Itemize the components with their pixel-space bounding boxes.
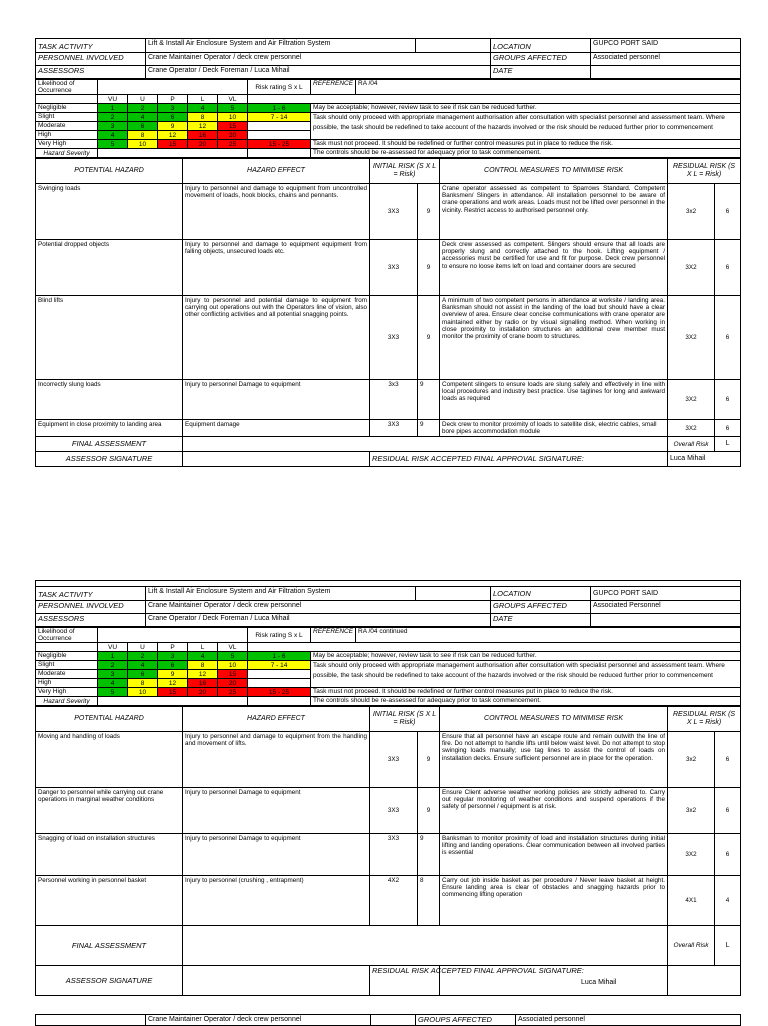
assessor-signature-field[interactable] (183, 452, 370, 467)
hazard-severity-label: Hazard Severity (36, 149, 98, 158)
hazard-cell: Snagging of load on installation structures (36, 834, 183, 876)
matrix-cell: 15 (158, 140, 188, 149)
matrix-cell: 10 (218, 113, 248, 122)
effect-cell: Injury to personnel and potential damage to equipment from carrying out operations out with the Operators line of vision, also other conflicting activities and all potential snagging points. (183, 296, 370, 380)
controls-cell: Ensure that all personnel have an escape route and remain outwith the line of fire. Do not attempt to handle lifts until below waist level. Do not attempt to stop swinging loads manually; use tag lines to assist the control of loads on installation decks. Ensure sufficient personnel are in place for the operation. (440, 732, 668, 788)
overall-risk-value: L (715, 926, 741, 966)
matrix-col-header: L (188, 95, 218, 104)
matrix-cell: 5 (98, 140, 128, 149)
hazard-cell: Potential dropped objects (36, 240, 183, 296)
personnel-involved-value: Crane Maintainer Operator / deck crew personnel (146, 53, 491, 66)
band-high-text: Task must not proceed. It should be redefined or further control measures put in place to reduce the risk. (311, 688, 741, 697)
reference-label: REFERENCE (311, 80, 356, 95)
matrix-cell: 10 (128, 688, 158, 697)
personnel-involved-value: Crane Maintainer Operator / deck crew personnel (146, 601, 491, 614)
matrix-col-header: P (158, 643, 188, 652)
band-high-text: Task must not proceed. It should be redefined or further control measures put in place to reduce the risk. (311, 140, 741, 149)
initial-risk-cell: 9 (418, 788, 440, 834)
initial-risk-header: INITIAL RISK (S X L = Risk) (370, 159, 440, 184)
residual-risk-cell: 6 (715, 296, 741, 380)
severity-row-label: Moderate (36, 670, 98, 679)
control-measures-header: CONTROL MEASURES TO MINIMISE RISK (440, 707, 668, 732)
initial-risk-cell: 8 (418, 876, 440, 926)
hazard-severity-label: Hazard Severity (36, 697, 98, 706)
controls-cell: A minimum of two competent persons in attendance at worksite / landing area. Banksman should not assist in the landing of the load but should have a clear overview of area. Ensure clear concise communications with crane operator are maintained either by radio or by visual signalling method. When working in close proximity to installation structures an additional crew member must monitor the proximity of crane boom to structures. (440, 296, 668, 380)
matrix-cell: 10 (128, 140, 158, 149)
band-low-text: May be acceptable; however, review task to see if risk can be reduced further. (311, 652, 741, 661)
residual-accepted-label: RESIDUAL RISK ACCEPTED FINAL APPROVAL SIGNATURE: (370, 966, 440, 996)
matrix-cell: 8 (188, 113, 218, 122)
residual-cell: 3x2 (668, 732, 715, 788)
likelihood-label: Likelihood of Occurrence (36, 628, 98, 643)
final-assessment-label: FINAL ASSESSMENT (36, 926, 183, 966)
risk-assessment-sheet-2 (35, 580, 740, 996)
controls-cell: Banksman to monitor proximity of load and installation structures during initial lifting and landing operations. Clear communication between all involved parties is essential (440, 834, 668, 876)
groups-affected-value: Associated personnel (591, 53, 741, 66)
matrix-cell: 2 (98, 661, 128, 670)
initial-cell: 3X3 (370, 240, 418, 296)
matrix-cell: 10 (218, 661, 248, 670)
controls-cell: Deck crew to monitor proximity of loads to satellite disk, electric cables, small bore pipes accommodation module (440, 420, 668, 437)
date-value (591, 66, 741, 79)
date-value (591, 614, 741, 627)
matrix-cell: 5 (218, 104, 248, 113)
matrix-cell: 1 (98, 652, 128, 661)
matrix-cell: 20 (218, 131, 248, 140)
date-label: DATE (491, 66, 591, 79)
assessor-signature-field[interactable] (183, 966, 370, 996)
header-table (35, 38, 741, 79)
matrix-cell: 15 (218, 122, 248, 131)
hazard-cell: Incorrectly slung loads (36, 380, 183, 420)
initial-risk-cell: 9 (418, 420, 440, 437)
next-sheet-header-strip (35, 1014, 740, 1026)
personnel-involved-label: PERSONNEL INVOLVED (36, 601, 146, 614)
initial-cell: 3X3 (370, 420, 418, 437)
initial-risk-cell: 9 (418, 184, 440, 240)
residual-cell: 3X2 (668, 240, 715, 296)
personnel-involved-label: PERSONNEL INVOLVED (36, 53, 146, 66)
reference-value: RA /04 (356, 80, 741, 95)
controls-note: The controls should be re-assessed for adequacy prior to task commencement. (311, 149, 741, 158)
initial-risk-cell: 9 (418, 834, 440, 876)
matrix-cell: 20 (218, 679, 248, 688)
residual-risk-cell: 6 (715, 834, 741, 876)
initial-risk-cell: 9 (418, 296, 440, 380)
table-row (36, 788, 741, 834)
assessor-signature-label: ASSESSOR SIGNATURE (36, 966, 183, 996)
assessors-label: ASSESSORS (36, 614, 146, 627)
risk-rating-label: Risk rating S x L (248, 80, 311, 95)
effect-cell: Equipment damage (183, 420, 370, 437)
date-label: DATE (491, 614, 591, 627)
matrix-cell: 2 (128, 104, 158, 113)
residual-risk-cell: 6 (715, 380, 741, 420)
band-mid-text: Task should only proceed with appropriate management authorisation after consultation with specialist personnel and assessment team. Where possible, the task should be redefined to take account of the hazards involved or the risk should be reduced further prior to commencement (311, 113, 741, 140)
controls-cell: Ensure Client adverse weather working policies are strictly adhered to. Carry out regular monitoring of weather conditions and suspend operations if the safety of personnel / equipment is at risk. (440, 788, 668, 834)
reference-label: REFERENCE (311, 628, 356, 643)
matrix-cell: 5 (218, 652, 248, 661)
matrix-col-header: VL (218, 95, 248, 104)
personnel-involved-value: Crane Maintainer Operator / deck crew personnel (146, 1015, 371, 1026)
controls-cell: Competent slingers to ensure loads are slung safely and effectively in line with local procedures and industry best practice. Use taglines for long and awkward loads as required (440, 380, 668, 420)
potential-hazard-header: POTENTIAL HAZARD (36, 159, 183, 184)
table-row (36, 380, 741, 420)
residual-accepted-label: RESIDUAL RISK ACCEPTED FINAL APPROVAL SIGNATURE: (370, 452, 668, 467)
matrix-cell: 4 (188, 652, 218, 661)
matrix-cell: 4 (98, 131, 128, 140)
matrix-cell: 1 (98, 104, 128, 113)
hazard-effect-header: HAZARD EFFECT (183, 159, 370, 184)
matrix-cell: 20 (188, 688, 218, 697)
groups-affected-label: GROUPS AFFECTED (416, 1015, 516, 1026)
matrix-cell: 4 (188, 104, 218, 113)
task-activity-value: Lift & Install Air Enclosure System and Air Filtration System (146, 587, 416, 601)
severity-row-label: Moderate (36, 122, 98, 131)
controls-cell: Crane operator assessed as competent to Sparrows Standard. Competent Banksmen/ Slingers in attendance. All installation personnel to be aware of crane operations and work areas. Loads must not be lifted over personnel in the vicinity. Restrict access to authorised personnel only. (440, 184, 668, 240)
residual-risk-header: RESIDUAL RISK (S X L = Risk) (668, 159, 741, 184)
risk-assessment-sheet-1 (35, 38, 740, 467)
initial-cell: 3X3 (370, 788, 418, 834)
matrix-col-header: U (128, 643, 158, 652)
severity-row-label: Negligible (36, 652, 98, 661)
hazards-table (35, 158, 741, 467)
initial-cell: 3X3 (370, 732, 418, 788)
severity-row-label: Slight (36, 113, 98, 122)
matrix-cell: 6 (128, 122, 158, 131)
likelihood-label: Likelihood of Occurrence (36, 80, 98, 95)
residual-risk-cell: 4 (715, 876, 741, 926)
band-mid-range: 7 - 14 (248, 661, 311, 670)
matrix-cell: 4 (128, 113, 158, 122)
residual-cell: 3X2 (668, 296, 715, 380)
hazard-cell: Blind lifts (36, 296, 183, 380)
band-high-range: 15 - 25 (248, 140, 311, 149)
matrix-cell: 6 (158, 113, 188, 122)
table-row (36, 732, 741, 788)
task-activity-label: TASK ACTIVITY (36, 39, 146, 53)
controls-note: The controls should be re-assessed for adequacy prior to task commencement. (311, 697, 741, 706)
matrix-cell: 6 (128, 670, 158, 679)
reference-value: RA /04 continued (356, 628, 741, 643)
matrix-cell: 6 (158, 661, 188, 670)
effect-cell: Injury to personnel Damage to equipment (183, 834, 370, 876)
table-row (36, 876, 741, 926)
matrix-cell: 8 (128, 131, 158, 140)
hazard-cell: Personnel working in personnel basket (36, 876, 183, 926)
severity-row-label: High (36, 131, 98, 140)
matrix-cell: 12 (158, 679, 188, 688)
matrix-cell: 8 (188, 661, 218, 670)
band-mid-range: 7 - 14 (248, 113, 311, 122)
approver-name: Luca Mihail (668, 452, 741, 467)
initial-risk-cell: 9 (418, 380, 440, 420)
effect-cell: Injury to personnel and damage to equipment from the handling and movement of lifts. (183, 732, 370, 788)
initial-risk-cell: 9 (418, 240, 440, 296)
band-low-range: 1 - 6 (248, 104, 311, 113)
residual-cell: 3x2 (668, 184, 715, 240)
risk-rating-label: Risk rating S x L (248, 628, 311, 643)
assessors-value: Crane Operator / Deck Foreman / Luca Mihail (146, 66, 491, 79)
matrix-cell: 12 (188, 122, 218, 131)
matrix-col-header: VU (98, 643, 128, 652)
matrix-cell: 25 (218, 140, 248, 149)
controls-cell: Deck crew assessed as competent. Slingers should ensure that all loads are properly slung and correctly attached to the hook. Lifting equipment / accessories must be certified for use and fit for purpose. Deck crew personnel to ensure no loose items left on load and container doors are secured (440, 240, 668, 296)
matrix-cell: 3 (98, 670, 128, 679)
matrix-cell: 16 (188, 679, 218, 688)
initial-cell: 3X3 (370, 184, 418, 240)
matrix-cell: 16 (188, 131, 218, 140)
severity-row-label: High (36, 679, 98, 688)
effect-cell: Injury to personnel Damage to equipment (183, 380, 370, 420)
initial-risk-header: INITIAL RISK (S X L = Risk) (370, 707, 440, 732)
overall-risk-value: L (715, 437, 741, 452)
effect-cell: Injury to personnel Damage to equipment (183, 788, 370, 834)
final-assessment-label: FINAL ASSESSMENT (36, 437, 183, 452)
matrix-cell: 2 (98, 113, 128, 122)
matrix-col-header: P (158, 95, 188, 104)
matrix-col-header: VU (98, 95, 128, 104)
table-row (36, 420, 741, 437)
hazard-cell: Swinging loads (36, 184, 183, 240)
matrix-cell: 15 (218, 670, 248, 679)
matrix-cell: 3 (158, 652, 188, 661)
matrix-cell: 15 (158, 688, 188, 697)
hazard-cell: Equipment in close proximity to landing area (36, 420, 183, 437)
matrix-cell: 25 (218, 688, 248, 697)
hazard-cell: Danger to personnel while carrying out crane operations in marginal weather conditions (36, 788, 183, 834)
header-table (35, 580, 741, 627)
residual-cell: 3x2 (668, 788, 715, 834)
matrix-cell: 12 (158, 131, 188, 140)
matrix-col-header: VL (218, 643, 248, 652)
matrix-cell: 4 (128, 661, 158, 670)
groups-affected-value: Associated Personnel (591, 601, 741, 614)
residual-cell: 4X1 (668, 876, 715, 926)
band-low-range: 1 - 6 (248, 652, 311, 661)
table-row (36, 296, 741, 380)
initial-risk-cell: 9 (418, 732, 440, 788)
matrix-cell: 3 (158, 104, 188, 113)
groups-affected-value: Associated personnel (516, 1015, 741, 1026)
groups-affected-label: GROUPS AFFECTED (491, 53, 591, 66)
matrix-cell: 12 (188, 670, 218, 679)
residual-risk-cell: 6 (715, 184, 741, 240)
location-value: GUPCO PORT SAID (591, 587, 741, 601)
assessor-signature-label: ASSESSOR SIGNATURE (36, 452, 183, 467)
severity-row-label: Very High (36, 140, 98, 149)
table-row (36, 240, 741, 296)
location-label: LOCATION (491, 587, 591, 601)
overall-risk-label: Overall Risk (668, 926, 715, 966)
band-low-text: May be acceptable; however, review task to see if risk can be reduced further. (311, 104, 741, 113)
table-row (36, 834, 741, 876)
risk-matrix (35, 627, 741, 706)
location-label: LOCATION (491, 39, 591, 53)
residual-cell: 3X2 (668, 420, 715, 437)
matrix-cell: 9 (158, 670, 188, 679)
controls-cell: Carry out job inside basket as per procedure / Never leave basket at height. Ensure landing area is clear of obstacles and snagging hazards prior to commencing lifting operation (440, 876, 668, 926)
risk-matrix (35, 79, 741, 158)
initial-cell: 3X3 (370, 834, 418, 876)
effect-cell: Injury to personnel and damage to equipment equipment from falling objects, unsecured loads etc. (183, 240, 370, 296)
matrix-cell: 20 (188, 140, 218, 149)
matrix-cell: 9 (158, 122, 188, 131)
residual-risk-cell: 6 (715, 420, 741, 437)
task-activity-value: Lift & Install Air Enclosure System and Air Filtration System (146, 39, 416, 53)
matrix-cell: 5 (98, 688, 128, 697)
residual-cell: 3X2 (668, 380, 715, 420)
matrix-cell: 2 (128, 652, 158, 661)
potential-hazard-header: POTENTIAL HAZARD (36, 707, 183, 732)
band-mid-text: Task should only proceed with appropriate management authorisation after consultation with specialist personnel and assessment team. Where possible, the task should be redefined to take account of the hazards involved or the risk should be reduced further prior to commencement (311, 661, 741, 688)
assessors-label: ASSESSORS (36, 66, 146, 79)
band-high-range: 15 - 25 (248, 688, 311, 697)
overall-risk-label: Overall Risk (668, 437, 715, 452)
matrix-col-header: U (128, 95, 158, 104)
residual-cell: 3X2 (668, 834, 715, 876)
matrix-col-header: L (188, 643, 218, 652)
matrix-cell: 8 (128, 679, 158, 688)
severity-row-label: Negligible (36, 104, 98, 113)
residual-risk-header: RESIDUAL RISK (S X L = Risk) (668, 707, 741, 732)
hazard-cell: Moving and handling of loads (36, 732, 183, 788)
initial-cell: 3X3 (370, 296, 418, 380)
severity-row-label: Slight (36, 661, 98, 670)
effect-cell: Injury to personnel and damage to equipment from uncontrolled movement of loads, hook blocks, chains and pennants. (183, 184, 370, 240)
initial-cell: 4X2 (370, 876, 418, 926)
assessors-value: Crane Operator / Deck Foreman / Luca Mihail (146, 614, 491, 627)
approver-name: Luca Mihail (581, 979, 617, 986)
table-row (36, 184, 741, 240)
hazard-effect-header: HAZARD EFFECT (183, 707, 370, 732)
residual-risk-cell: 6 (715, 240, 741, 296)
control-measures-header: CONTROL MEASURES TO MINIMISE RISK (440, 159, 668, 184)
matrix-cell: 3 (98, 122, 128, 131)
residual-risk-cell: 6 (715, 732, 741, 788)
residual-risk-cell: 6 (715, 788, 741, 834)
effect-cell: Injury to personnel (crushing , entrapment) (183, 876, 370, 926)
matrix-cell: 4 (98, 679, 128, 688)
groups-affected-label: GROUPS AFFECTED (491, 601, 591, 614)
initial-cell: 3x3 (370, 380, 418, 420)
task-activity-label: TASK ACTIVITY (36, 587, 146, 601)
hazards-table (35, 706, 741, 996)
location-value: GUPCO PORT SAID (591, 39, 741, 53)
severity-row-label: Very High (36, 688, 98, 697)
